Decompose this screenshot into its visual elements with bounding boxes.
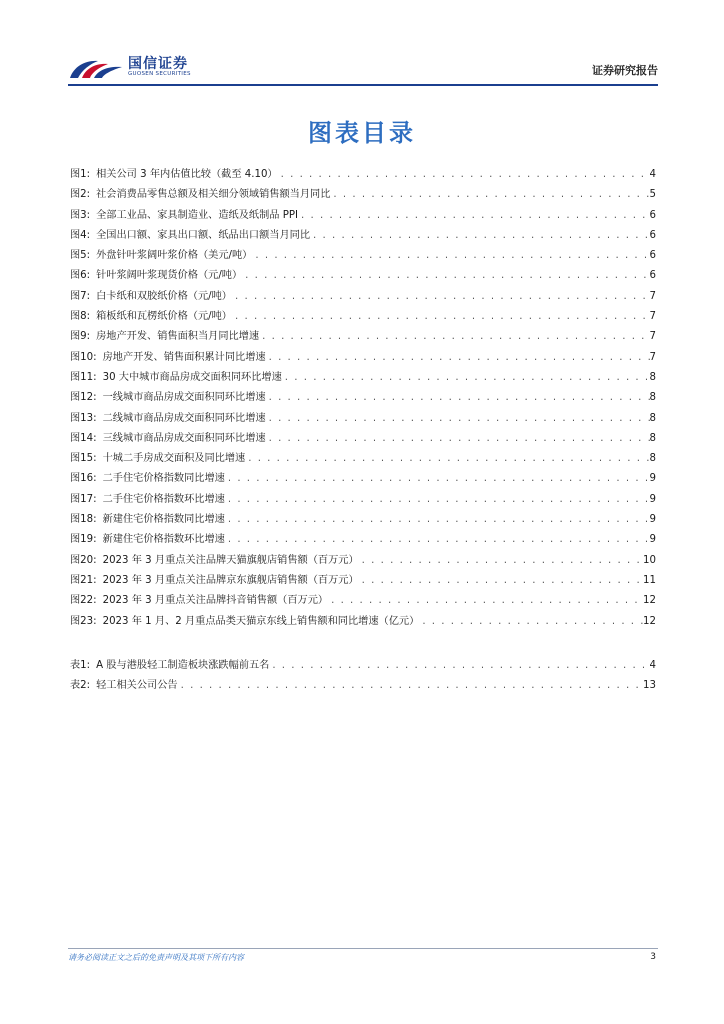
toc-figure-entry[interactable] [70, 327, 656, 347]
page-header [68, 50, 658, 84]
toc-figure-entry[interactable] [70, 510, 656, 530]
toc-leader-dots [266, 409, 650, 429]
toc-page-number: 8 [649, 371, 656, 383]
logo-company-name: 国信证券 [128, 56, 188, 72]
toc-label: 图12: [70, 392, 97, 404]
toc-figure-entry[interactable] [70, 591, 656, 611]
toc-label: 图14: [70, 432, 97, 444]
toc-title: 相关公司 3 年内估值比较（截至 4.10） [96, 169, 278, 180]
page-title: 图表目录 [308, 119, 416, 147]
toc-label: 图23: [70, 615, 97, 627]
toc-label: 图18: [70, 514, 97, 526]
toc-page-number: 9 [649, 473, 656, 485]
toc-page-number: 7 [649, 311, 656, 323]
toc-figure-entry[interactable] [70, 551, 656, 571]
header-divider [68, 84, 658, 86]
toc-title: 十城二手房成交面积及同比增速 [102, 453, 246, 465]
table-list [70, 656, 656, 697]
toc-page-number: 9 [649, 493, 656, 505]
toc-leader-dots [359, 551, 643, 571]
toc-figure-entry[interactable] [70, 429, 656, 449]
toc-page-number: 8 [649, 412, 656, 424]
toc-figure-entry[interactable] [70, 571, 656, 591]
toc-leader-dots [282, 368, 650, 388]
toc-title: 新建住宅价格指数环比增速 [102, 534, 225, 546]
toc-figure-entry[interactable] [70, 409, 656, 429]
toc-title: 2023 年 3 月重点关注品牌天猫旗舰店销售额（百万元） [102, 554, 359, 566]
report-type-label: 证券研究报告 [592, 64, 658, 77]
toc-page-number: 10 [643, 554, 656, 566]
toc-leader-dots [266, 388, 650, 408]
toc-title: 房地产开发、销售面积当月同比增速 [96, 331, 260, 343]
footer-divider [68, 948, 658, 949]
toc-figure-entry[interactable] [70, 165, 656, 185]
toc-page-number: 6 [649, 250, 656, 262]
toc-leader-dots [310, 226, 649, 246]
toc-leader-dots [330, 185, 649, 205]
toc-page-number: 6 [649, 229, 656, 241]
toc-leader-dots [232, 287, 650, 307]
toc-leader-dots [225, 490, 650, 510]
toc-leader-dots [242, 266, 649, 286]
toc-figure-entry[interactable] [70, 287, 656, 307]
toc-figure-entry[interactable] [70, 246, 656, 266]
toc-title: 社会消费品零售总额及相关细分领域销售额当月同比 [96, 189, 331, 201]
toc-label: 图10: [70, 351, 97, 363]
logo-company-name-en: GUOSEN SECURITIES [128, 71, 191, 77]
toc-label: 图7: [70, 290, 91, 302]
guosen-logo-icon [68, 52, 124, 82]
toc-leader-dots [298, 206, 650, 226]
toc-page-number: 8 [649, 432, 656, 444]
toc-label: 图3: [70, 209, 91, 221]
toc-leader-dots [225, 469, 650, 489]
toc-label: 图22: [70, 595, 97, 607]
toc-title: 轻工相关公司公告 [96, 680, 178, 692]
toc-leader-dots [225, 530, 650, 550]
toc-title: 二手住宅价格指数同比增速 [102, 473, 225, 485]
toc-title: 2023 年 1 月、2 月重点品类天猫京东线上销售额和同比增速（亿元） [102, 615, 420, 627]
toc-page-number: 4 [649, 660, 656, 671]
toc-label: 表1: [70, 660, 91, 671]
toc-title: 三线城市商品房成交面积同环比增速 [102, 432, 266, 444]
toc-title: A 股与港股轻工制造板块涨跌幅前五名 [96, 660, 270, 671]
toc-label: 图9: [70, 331, 91, 343]
toc-table-entry[interactable] [70, 656, 656, 676]
toc-title: 新建住宅价格指数同比增速 [102, 514, 225, 526]
toc-title: 二手住宅价格指数环比增速 [102, 493, 225, 505]
toc-figure-entry[interactable] [70, 206, 656, 226]
toc-title: 箱板纸和瓦楞纸价格（元/吨） [96, 311, 232, 323]
toc-title: 二线城市商品房成交面积同环比增速 [102, 412, 266, 424]
toc-label: 图13: [70, 412, 97, 424]
toc-figure-entry[interactable] [70, 388, 656, 408]
toc-label: 图6: [70, 270, 91, 282]
toc-label: 图17: [70, 493, 97, 505]
toc-page-number: 9 [649, 534, 656, 546]
toc-page-number: 6 [649, 209, 656, 221]
toc-page-number: 11 [643, 574, 656, 586]
toc-figure-entry[interactable] [70, 307, 656, 327]
toc-figure-entry[interactable] [70, 449, 656, 469]
toc-leader-dots [252, 246, 649, 266]
toc-leader-dots [278, 165, 650, 185]
toc-figure-entry[interactable] [70, 490, 656, 510]
disclaimer-text: 请务必阅读正文之后的免责声明及其项下所有内容 [68, 953, 244, 962]
toc-title: 2023 年 3 月重点关注品牌抖音销售额（百万元） [102, 595, 329, 607]
toc-label: 图1: [70, 169, 91, 180]
toc-label: 图2: [70, 189, 91, 201]
toc-label: 图11: [70, 371, 97, 383]
toc-page-number: 4 [649, 169, 656, 180]
toc-leader-dots [232, 307, 650, 327]
toc-leader-dots [245, 449, 649, 469]
toc-table-entry[interactable] [70, 676, 656, 696]
toc-leader-dots [178, 676, 643, 696]
toc-page-number: 6 [649, 270, 656, 282]
toc-leader-dots [266, 348, 650, 368]
toc-leader-dots [259, 327, 649, 347]
toc-label: 图8: [70, 311, 91, 323]
toc-label: 图20: [70, 554, 97, 566]
toc-label: 图4: [70, 229, 91, 241]
toc-title: 全国出口额、家具出口额、纸品出口额当月同比 [96, 229, 311, 241]
toc-title: 外盘针叶浆阔叶浆价格（美元/吨） [96, 250, 253, 262]
toc-figure-entry[interactable] [70, 530, 656, 550]
toc-label: 图21: [70, 574, 97, 586]
toc-figure-entry[interactable] [70, 226, 656, 246]
toc-page-number: 5 [649, 189, 656, 201]
toc-label: 图19: [70, 534, 97, 546]
toc-title: 针叶浆阔叶浆现货价格（元/吨） [96, 270, 243, 282]
toc-page-number: 9 [649, 514, 656, 526]
toc-title: 2023 年 3 月重点关注品牌京东旗舰店销售额（百万元） [102, 574, 359, 586]
toc-figure-entry[interactable] [70, 469, 656, 489]
toc-leader-dots [225, 510, 650, 530]
toc-figure-entry[interactable] [70, 368, 656, 388]
toc-leader-dots [328, 591, 643, 611]
toc-figure-entry[interactable] [70, 185, 656, 205]
toc-figure-entry[interactable] [70, 266, 656, 286]
toc-label: 图5: [70, 250, 91, 262]
toc-leader-dots [266, 429, 650, 449]
page-number: 3 [650, 952, 656, 962]
toc-page-number: 8 [649, 453, 656, 465]
toc-page-number: 7 [649, 351, 656, 363]
toc-leader-dots [359, 571, 643, 591]
figure-list [70, 165, 656, 632]
toc-page-number: 8 [649, 392, 656, 404]
toc-page-number: 12 [643, 615, 656, 627]
toc-page-number: 13 [643, 680, 656, 692]
toc-page-number: 12 [643, 595, 656, 607]
toc-label: 图16: [70, 473, 97, 485]
toc-leader-dots [269, 656, 649, 676]
toc-leader-dots [419, 612, 643, 632]
toc-label: 图15: [70, 453, 97, 465]
toc-page-number: 7 [649, 290, 656, 302]
toc-title: 全部工业品、家具制造业、造纸及纸制品 PPI [96, 209, 299, 221]
toc-title: 房地产开发、销售面积累计同比增速 [102, 351, 266, 363]
toc-title: 一线城市商品房成交面积同环比增速 [102, 392, 266, 404]
toc-figure-entry[interactable] [70, 612, 656, 632]
toc-figure-entry[interactable] [70, 348, 656, 368]
toc-title: 30 大中城市商品房成交面积同环比增速 [102, 371, 282, 383]
toc-label: 表2: [70, 680, 91, 692]
toc-title: 白卡纸和双胶纸价格（元/吨） [96, 290, 232, 302]
toc-page-number: 7 [649, 331, 656, 343]
